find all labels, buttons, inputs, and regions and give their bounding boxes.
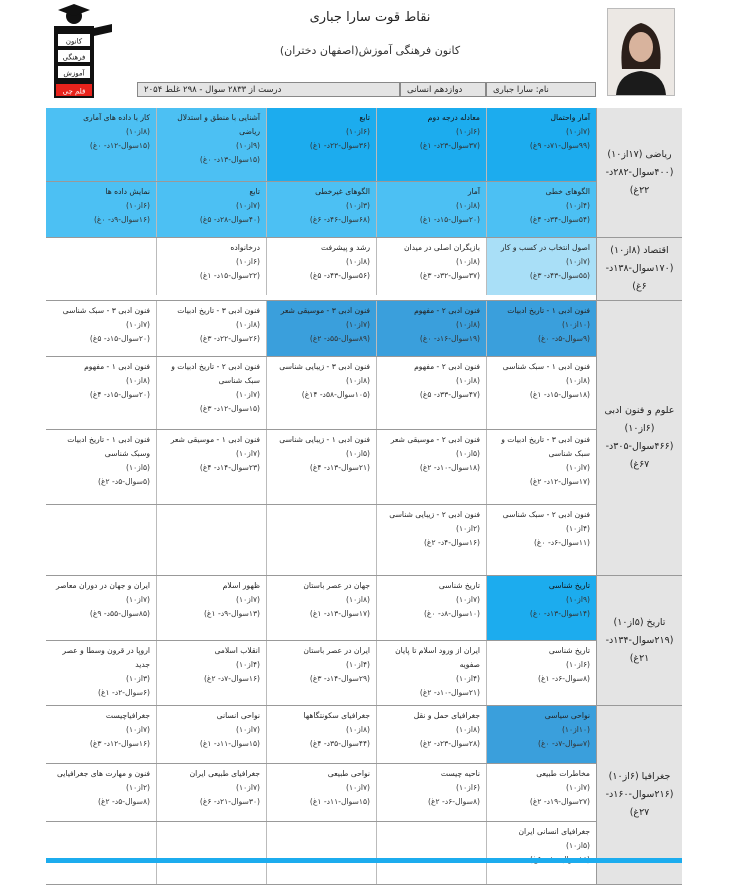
topic-counts: (۴۰سوال-۲۸د- ۵غ) (199, 215, 260, 224)
topic-name: ایران در عصر باستان (303, 646, 370, 655)
topic-score: (۷از۱۰) (126, 595, 150, 604)
topic-cell (486, 108, 596, 181)
topic-score: (۴از۱۰) (346, 660, 370, 669)
topic-cell (486, 822, 596, 884)
topic-name: رشد و پیشرفت (321, 243, 370, 252)
topic-name: آمار واحتمال (550, 113, 590, 122)
topic-cell (376, 238, 486, 295)
topic-score: (۴از۱۰) (566, 524, 590, 533)
student-grade: دوازدهم انسانی (400, 82, 486, 97)
subject-row (46, 108, 682, 238)
topic-score: (۹از۱۰) (566, 595, 590, 604)
topic-score: (۶از۱۰) (456, 783, 480, 792)
topic-cell (376, 301, 486, 356)
topic-score: (۷از۱۰) (236, 449, 260, 458)
topic-cell (486, 505, 596, 575)
topic-name: الگوهای خطی (545, 187, 590, 196)
subject-row (46, 301, 682, 576)
logo-line-1: کانون (65, 37, 83, 46)
topic-name: انقلاب اسلامی (214, 646, 260, 655)
topic-cell (266, 505, 376, 575)
topic-score: (۸از۱۰) (346, 725, 370, 734)
topic-counts: (۱۵سوال-۱۳د- ۰غ) (199, 155, 260, 164)
topic-counts: (۵سوال-۵د- ۲غ) (98, 477, 150, 486)
topic-score: (۸از۱۰) (346, 595, 370, 604)
topic-score: (۷از۱۰) (236, 783, 260, 792)
topic-name: جغرافیاچیست (105, 711, 150, 720)
topic-cell (46, 301, 156, 356)
topic-score: (۷از۱۰) (236, 201, 260, 210)
topic-score: (۸از۱۰) (346, 257, 370, 266)
topic-cell (46, 641, 156, 705)
topic-counts: (۴۴سوال-۳۵د- ۴غ) (309, 739, 370, 748)
topic-counts: (۱۷سوال-۱۲د- ۲غ) (529, 477, 590, 486)
topic-cell (376, 706, 486, 763)
topic-score: (۶از۱۰) (346, 127, 370, 136)
topic-line (46, 576, 596, 641)
topic-counts: (۱۸سوال-۱۰د- ۲غ) (419, 463, 480, 472)
subject-label: تاریخ (۵از۱۰) (۲۱۹سوال-۱۳۴د- ۲۱غ) (596, 576, 682, 705)
topic-score: (۵از۱۰) (566, 841, 590, 850)
topic-counts: (۱۵سوال-۱۲د- ۳غ) (199, 404, 260, 413)
topic-score: (۷از۱۰) (346, 320, 370, 329)
topic-name: جهان در عصر باستان (303, 581, 370, 590)
topic-cell (266, 357, 376, 429)
topic-name: فنون ادبی ۲ - زیبایی شناسی (389, 510, 480, 519)
topic-score: (۵از۱۰) (456, 449, 480, 458)
topic-score: (۶از۱۰) (566, 660, 590, 669)
topic-cell (46, 182, 156, 237)
topic-cell (46, 430, 156, 504)
topic-cell (486, 301, 596, 356)
topic-counts: (۱۸سوال-۱۵د- ۱غ) (529, 390, 590, 399)
topic-counts: (۱۱سوال-۶د- ۰غ) (533, 538, 590, 547)
topic-cell (46, 357, 156, 429)
topic-score: (۷از۱۰) (346, 783, 370, 792)
topic-counts: (۱۶سوال-۹د- ۰غ) (93, 215, 150, 224)
topic-name: ظهور اسلام (222, 581, 260, 590)
topic-name: فنون ادبی ۱ - زیبایی شناسی (279, 435, 370, 444)
topic-cell (156, 822, 266, 884)
topic-score: (۸از۱۰) (456, 320, 480, 329)
topic-score: (۸از۱۰) (126, 376, 150, 385)
topic-name: نواحی طبیعی (327, 769, 370, 778)
topic-cell (46, 505, 156, 575)
topic-counts: (۹سوال-۵د- ۰غ) (538, 334, 590, 343)
page-title: نقاط قوت سارا جباری (309, 10, 431, 25)
topic-counts: (۲۱سوال-۱۰د- ۲غ) (419, 688, 480, 697)
kanoon-logo (40, 4, 112, 102)
topic-name: مخاطرات طبیعی (536, 769, 590, 778)
topic-score: (۹از۱۰) (236, 141, 260, 150)
topic-name: فنون ادبی ۳ - سبک شناسی (62, 306, 150, 315)
topic-counts: (۴۷سوال-۳۳د- ۵غ) (419, 390, 480, 399)
topic-cell (266, 301, 376, 356)
topic-name: فنون ادبی ۲ - سبک شناسی (502, 510, 590, 519)
topic-cell (156, 430, 266, 504)
topic-cell (156, 505, 266, 575)
topic-name: فنون ادبی ۱ - مفهوم (84, 362, 150, 371)
topic-cell (156, 182, 266, 237)
topic-cell (266, 238, 376, 295)
topic-cell (156, 357, 266, 429)
topic-counts: (۲۰سوال-۱۵د- ۵غ) (89, 334, 150, 343)
topic-score: (۸از۱۰) (456, 376, 480, 385)
topic-name: بازیگران اصلی در میدان (403, 243, 480, 252)
topic-score: (۷از۱۰) (236, 595, 260, 604)
topic-name: فنون ادبی ۱ - موسیقی شعر (170, 435, 260, 444)
topic-cell (156, 641, 266, 705)
student-name: نام: سارا جباری (486, 82, 596, 97)
topic-name: ایران و جهان در دوران معاصر (55, 581, 150, 590)
topic-cell (376, 764, 486, 821)
topic-counts: (۱۵سوال-۱۱د- ۱غ) (199, 739, 260, 748)
topic-counts: (۱۰۵سوال-۵۸د- ۱۴غ) (301, 390, 370, 399)
topic-name: جغرافیای سکونتگاهها (303, 711, 370, 720)
topic-counts: (۲۰سوال-۱۵د- ۱غ) (419, 215, 480, 224)
topic-score: (۲از۱۰) (126, 783, 150, 792)
topic-cell (486, 706, 596, 763)
topic-cell (46, 764, 156, 821)
topic-name: تابع (359, 113, 370, 122)
topic-score: (۷از۱۰) (566, 783, 590, 792)
topic-counts: (۲۸سوال-۲۳د- ۲غ) (419, 739, 480, 748)
topic-counts: (۲۳سوال-۱۴د- ۴غ) (199, 463, 260, 472)
topic-score: (۴از۱۰) (236, 660, 260, 669)
topic-score: (۷از۱۰) (126, 320, 150, 329)
subject-label: علوم و فنون ادبی (۶از۱۰) (۴۶۶سوال-۳۰۵د- ۶۷غ) (596, 301, 682, 575)
topic-name: جغرافیای حمل و نقل (413, 711, 480, 720)
topic-name: فنون ادبی ۱ - تاریخ ادبیات (507, 306, 590, 315)
topic-line (46, 108, 596, 182)
topic-name: فنون ادبی ۳ - تاریخ ادبیات (177, 306, 260, 315)
topic-name: فنون ادبی ۲ - مفهوم (414, 362, 480, 371)
topic-score: (۸از۱۰) (236, 320, 260, 329)
topic-cell (376, 576, 486, 640)
topic-score: (۴از۱۰) (456, 674, 480, 683)
topic-cell (46, 822, 156, 884)
topic-name: جغرافیای طبیعی ایران (189, 769, 260, 778)
topic-name: فنون ادبی ۲ - مفهوم (414, 306, 480, 315)
topic-score: (۸از۱۰) (456, 201, 480, 210)
topic-cell (486, 182, 596, 237)
topic-cell (156, 108, 266, 181)
topic-cell (266, 641, 376, 705)
topic-cell (376, 822, 486, 884)
student-info-bar (137, 82, 596, 97)
topic-line (46, 357, 596, 430)
topic-cell (156, 301, 266, 356)
topic-cell (46, 108, 156, 181)
logo-line-2: فرهنگی (62, 53, 86, 62)
topic-score: (۳از۱۰) (346, 201, 370, 210)
topic-counts: (۶سوال-۲د- ۱غ) (98, 688, 150, 697)
overall-stats: ۲۰۵۴ درست از ۲۸۳۳ سوال - ۲۹۸ غلط (137, 82, 400, 97)
topic-score: (۷از۱۰) (566, 257, 590, 266)
topic-counts: (۱۰سوال-۸د- ۰غ) (423, 609, 480, 618)
topic-score: (۷از۱۰) (566, 463, 590, 472)
topic-cell (266, 764, 376, 821)
subject-row (46, 238, 682, 301)
topic-name: نواحی سیاسی (544, 711, 590, 720)
subject-label: ریاضی (۱۷از۱۰) (۴۰۰سوال-۲۸۲د- ۲۲غ) (596, 108, 682, 237)
logo-line-3: آموزش (63, 69, 85, 78)
topic-counts: (۱۶سوال-۱۲د- ۳غ) (89, 739, 150, 748)
topic-counts: (۹۹سوال-۷۱د- ۹غ) (529, 141, 590, 150)
topic-line (46, 430, 596, 505)
topic-name: الگوهای غیرخطی (315, 187, 370, 196)
topic-name: فنون ادبی ۲ - تاریخ ادبیات و سبک شناسی (171, 362, 260, 385)
topic-cell (376, 108, 486, 181)
topic-cell (266, 706, 376, 763)
topic-score: (۵از۱۰) (126, 463, 150, 472)
topic-line (46, 182, 596, 237)
topic-counts: (۲۶سوال-۲۲د- ۳غ) (199, 334, 260, 343)
topic-score: (۷از۱۰) (236, 390, 260, 399)
topic-cell (266, 108, 376, 181)
topic-counts: (۷سوال-۷د- ۰غ) (538, 739, 590, 748)
topic-line (46, 764, 596, 822)
topic-score: (۷از۱۰) (456, 595, 480, 604)
topic-counts: (۸سوال-۵د- ۲غ) (98, 797, 150, 806)
topic-score: (۲از۱۰) (456, 524, 480, 533)
topic-cell (266, 182, 376, 237)
topic-name: ناحیه چیست (440, 769, 480, 778)
topic-name: فنون ادبی ۱ - سبک شناسی (502, 362, 590, 371)
topic-line (46, 822, 596, 884)
topic-score: (۱۰از۱۰) (561, 320, 590, 329)
topic-cell (156, 764, 266, 821)
topic-score: (۵از۱۰) (346, 449, 370, 458)
topic-name: درخانواده (230, 243, 260, 252)
topic-cell (376, 505, 486, 575)
topic-cell (376, 182, 486, 237)
topic-score: (۷از۱۰) (566, 127, 590, 136)
topic-counts: (۳۶سوال-۲۲د- ۱غ) (309, 141, 370, 150)
topic-cell (156, 238, 266, 295)
topic-cell (486, 641, 596, 705)
topic-line (46, 505, 596, 575)
topic-counts: (۵۴سوال-۳۴د- ۴غ) (529, 215, 590, 224)
avatar-icon (608, 9, 674, 95)
topic-score: (۶از۱۰) (126, 201, 150, 210)
topic-counts: (۱۶سوال-۴د- ۲غ) (423, 538, 480, 547)
bottom-accent-bar (46, 858, 682, 863)
topic-cell (486, 430, 596, 504)
topic-name: ایران از ورود اسلام تا پایان صفویه (395, 646, 480, 669)
topic-name: تاریخ شناسی (548, 646, 590, 655)
topic-cell (376, 641, 486, 705)
topic-counts: (۲۹سوال-۱۴د- ۳غ) (309, 674, 370, 683)
topic-cell (156, 706, 266, 763)
topic-name: آمار (467, 187, 480, 196)
topic-score: (۸از۱۰) (456, 257, 480, 266)
topic-score: (۷از۱۰) (236, 725, 260, 734)
topic-name: نواحی انسانی (216, 711, 260, 720)
topic-name: فنون ادبی ۳ - تاریخ ادبیات و سبک شناسی (501, 435, 590, 458)
topic-name: تاریخ شناسی (548, 581, 590, 590)
topic-cell (376, 357, 486, 429)
topic-counts: (۸سوال-۶د- ۲غ) (428, 797, 480, 806)
topic-counts: (۲۰سوال-۱۵د- ۴غ) (89, 390, 150, 399)
topic-name: معادله درجه دوم (427, 113, 480, 122)
topic-cell (266, 822, 376, 884)
topic-cell (486, 576, 596, 640)
topic-cell (486, 764, 596, 821)
topic-name: تاریخ شناسی (438, 581, 480, 590)
strengths-grid (46, 108, 682, 885)
topic-name: کار با داده های آماری (83, 113, 150, 122)
topic-cell (376, 430, 486, 504)
topic-cell (486, 357, 596, 429)
topic-cell (156, 576, 266, 640)
topic-counts: (۱۹سوال-۱۶د- ۰غ) (419, 334, 480, 343)
topic-score: (۸از۱۰) (126, 127, 150, 136)
topic-name: فنون و مهارت های جغرافیایی (56, 769, 150, 778)
topic-cell (266, 576, 376, 640)
topic-line (46, 238, 596, 295)
topic-counts: (۲۷سوال-۱۹د- ۲غ) (529, 797, 590, 806)
topic-line (46, 641, 596, 705)
topic-score: (۶از۱۰) (456, 127, 480, 136)
topic-counts: (۳۷سوال-۳۲د- ۳غ) (419, 271, 480, 280)
topic-counts: (۲۲سوال-۱۵د- ۱غ) (199, 271, 260, 280)
topic-score: (۴از۱۰) (566, 201, 590, 210)
topic-score: (۶از۱۰) (236, 257, 260, 266)
topic-cell (266, 430, 376, 504)
subject-row (46, 576, 682, 706)
topic-cell (46, 576, 156, 640)
topic-counts: (۸سوال-۶د- ۱غ) (538, 674, 590, 683)
topic-counts: (۱۴سوال-۱۳د- ۰غ) (529, 609, 590, 618)
topic-name: فنون ادبی ۲ - موسیقی شعر (390, 435, 480, 444)
topic-cell (486, 238, 596, 295)
topic-counts: (۸۵سوال-۵۵د- ۹غ) (89, 609, 150, 618)
topic-counts: (۳۷سوال-۲۳د- ۱غ) (419, 141, 480, 150)
topic-name: آشنایی با منطق و استدلال ریاضی (177, 113, 260, 136)
topic-score: (۸از۱۰) (456, 725, 480, 734)
topic-score: (۱۰از۱۰) (561, 725, 590, 734)
topic-name: نمایش داده ها (105, 187, 150, 196)
topic-name: فنون ادبی ۳ - موسیقی شعر (280, 306, 370, 315)
student-photo (607, 8, 675, 96)
topic-counts: (۵۵سوال-۴۳د- ۳غ) (529, 271, 590, 280)
school-name: کانون فرهنگی آموزش(اصفهان دختران) (279, 44, 461, 57)
topic-score: (۷از۱۰) (126, 725, 150, 734)
topic-score: (۸از۱۰) (566, 376, 590, 385)
topic-counts: (۸۹سوال-۵۵د- ۲غ) (309, 334, 370, 343)
topic-counts: (۱۳سوال-۹د- ۱غ) (203, 609, 260, 618)
topic-line (46, 706, 596, 764)
topic-counts: (۱۵سوال-۱۲د- ۰غ) (89, 141, 150, 150)
topic-cell (46, 238, 156, 295)
topic-counts: (۱۶سوال-۷د- ۲غ) (203, 674, 260, 683)
logo-line-4: قلم چی (62, 87, 86, 96)
topic-counts: (۱۷سوال-۱۳د- ۱غ) (309, 609, 370, 618)
topic-counts: (۵۶سوال-۴۳د- ۵غ) (309, 271, 370, 280)
topic-line (46, 301, 596, 357)
topic-counts: (۳۰سوال-۲۱د- ۶غ) (199, 797, 260, 806)
topic-cell (46, 706, 156, 763)
topic-name: جغرافیای انسانی ایران (518, 827, 590, 836)
topic-name: فنون ادبی ۳ - زیبایی شناسی (279, 362, 370, 371)
subject-label: اقتصاد (۸از۱۰) (۱۷۰سوال-۱۳۸د- ۶غ) (596, 238, 682, 300)
topic-name: تابع (249, 187, 260, 196)
topic-score: (۳از۱۰) (126, 674, 150, 683)
topic-counts: (۲۱سوال-۱۳د- ۴غ) (309, 463, 370, 472)
subject-label: جغرافیا (۶از۱۰) (۲۱۶سوال-۱۶۰د- ۲۷غ) (596, 706, 682, 884)
topic-counts: (۶۸سوال-۴۶د- ۶غ) (309, 215, 370, 224)
topic-name: فنون ادبی ۱ - تاریخ ادبیات وسبک شناسی (67, 435, 150, 458)
topic-name: اصول انتخاب در کسب و کار (500, 243, 590, 252)
topic-counts: (۱۵سوال-۱۱د- ۱غ) (309, 797, 370, 806)
topic-score: (۸از۱۰) (346, 376, 370, 385)
topic-name: اروپا در قرون وسطا و عصر جدید (62, 646, 150, 669)
